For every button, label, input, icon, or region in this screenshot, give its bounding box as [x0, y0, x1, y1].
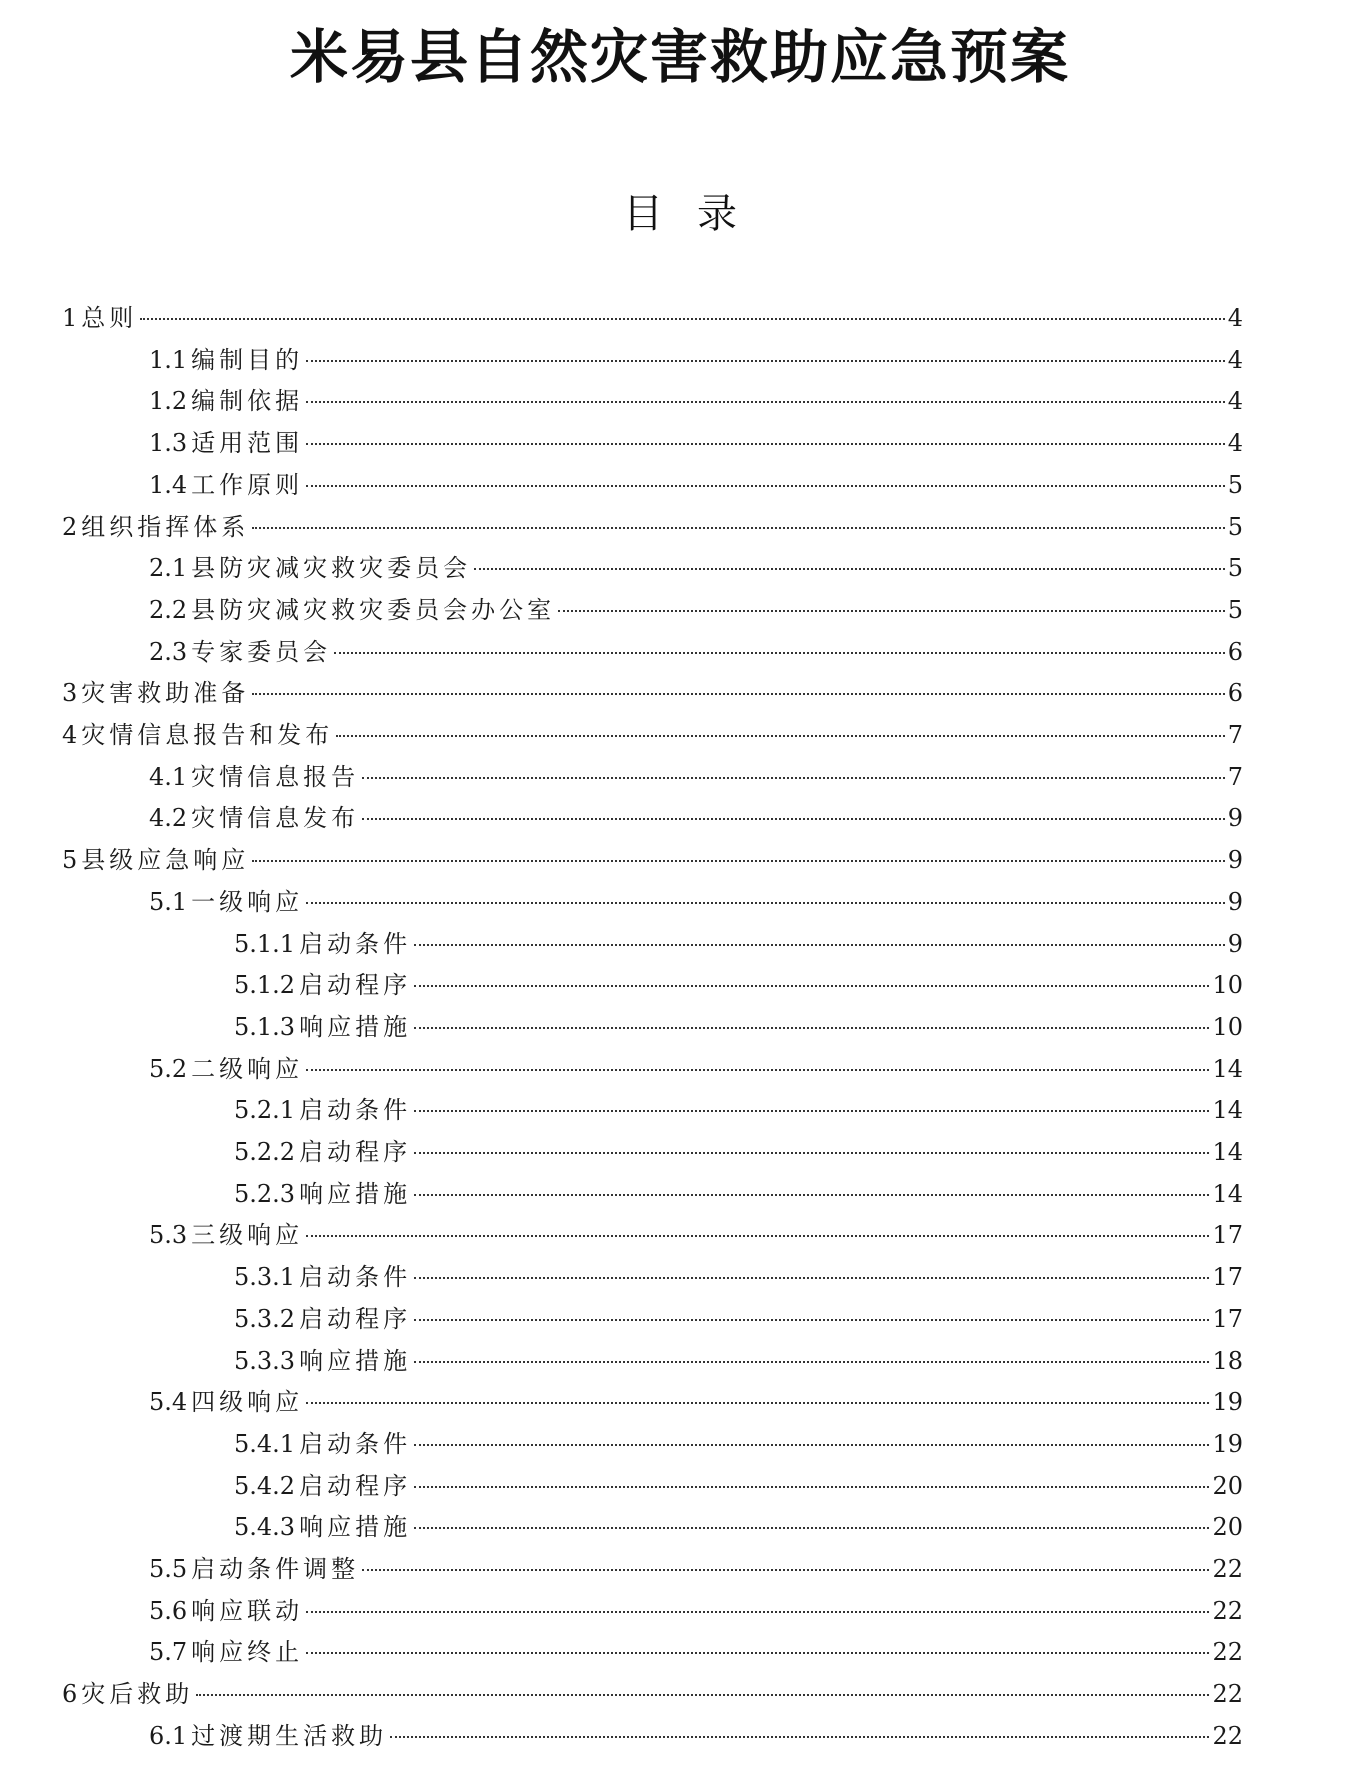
toc-entry-number: 5 — [62, 846, 78, 875]
toc-dot-leader — [414, 1277, 1209, 1279]
toc-entry-number: 5.2.1 — [234, 1096, 296, 1125]
toc-entry-label: 工作原则 — [191, 470, 304, 499]
toc-dot-leader — [414, 1194, 1209, 1196]
toc-entry-page-number: 17 — [1212, 1263, 1243, 1292]
toc-entry[interactable] — [149, 757, 1243, 797]
toc-entry-page-number: 6 — [1227, 637, 1243, 666]
toc-entry-page-number: 4 — [1227, 304, 1243, 332]
toc-entry-label: 启动程序 — [299, 971, 412, 1000]
toc-entry-title — [234, 1299, 411, 1339]
toc-entry-page-number: 9 — [1227, 846, 1243, 875]
toc-entry-page-number: 22 — [1212, 1555, 1243, 1583]
toc-entry-page-number: 4 — [1227, 429, 1243, 458]
toc-dot-leader — [414, 944, 1225, 946]
toc-entry-number: 4 — [62, 721, 78, 749]
toc-entry-title — [149, 423, 303, 463]
toc-entry[interactable] — [149, 340, 1243, 380]
toc-entry-label: 灾后救助 — [81, 1680, 194, 1709]
toc-entry-title — [149, 798, 359, 838]
toc-entry-number: 5.1.3 — [234, 1012, 296, 1041]
toc-dot-leader — [362, 777, 1225, 779]
toc-entry[interactable] — [234, 1466, 1243, 1506]
toc-dot-leader — [414, 1486, 1209, 1488]
toc-entry[interactable] — [62, 507, 1243, 547]
toc-entry[interactable] — [234, 1007, 1243, 1047]
toc-entry-number: 5.7 — [149, 1638, 188, 1667]
toc-entry-number: 5.2 — [149, 1054, 188, 1083]
toc-entry-page-number: 22 — [1212, 1680, 1243, 1709]
toc-entry-number: 1.4 — [149, 470, 188, 499]
toc-entry-page-number: 17 — [1212, 1221, 1243, 1250]
toc-entry-number: 4.2 — [149, 804, 188, 833]
toc-entry-title — [62, 507, 249, 547]
toc-entry-number: 2 — [62, 512, 78, 541]
toc-entry-page-number: 22 — [1212, 1638, 1243, 1667]
toc-entry-page-number: 19 — [1212, 1388, 1243, 1417]
toc-entry[interactable] — [234, 1132, 1243, 1172]
toc-dot-leader — [306, 360, 1225, 362]
toc-dot-leader — [306, 1069, 1209, 1071]
toc-entry-title — [149, 465, 303, 505]
toc-entry-title — [149, 548, 471, 588]
toc-entry-page-number: 17 — [1212, 1304, 1243, 1333]
toc-dot-leader — [306, 1402, 1209, 1404]
toc-dot-leader — [414, 985, 1209, 987]
toc-entry[interactable] — [149, 1591, 1243, 1631]
toc-entry-page-number: 14 — [1212, 1096, 1243, 1125]
toc-entry-label: 总则 — [81, 304, 138, 332]
toc-entry-label: 县级应急响应 — [81, 846, 250, 875]
toc-entry-number: 6.1 — [149, 1721, 188, 1750]
toc-dot-leader — [414, 1361, 1209, 1363]
toc-entry-label: 启动条件调整 — [191, 1555, 360, 1583]
toc-entry-page-number: 20 — [1212, 1471, 1243, 1500]
toc-entry[interactable] — [234, 1090, 1243, 1130]
toc-entry[interactable] — [149, 590, 1243, 630]
toc-dot-leader — [306, 443, 1225, 445]
toc-entry[interactable] — [149, 798, 1243, 838]
toc-entry-number: 5.2.3 — [234, 1179, 296, 1208]
toc-entry[interactable] — [149, 548, 1243, 588]
toc-entry[interactable] — [149, 465, 1243, 505]
toc-entry-number: 4.1 — [149, 762, 188, 791]
toc-dot-leader — [362, 818, 1225, 820]
toc-entry-title — [149, 632, 331, 672]
toc-entry-number: 1.3 — [149, 429, 188, 458]
toc-entry-number: 2.3 — [149, 637, 188, 666]
toc-dot-leader — [414, 1444, 1209, 1446]
toc-entry-number: 5.1.1 — [234, 929, 296, 958]
toc-entry-label: 专家委员会 — [191, 637, 332, 666]
toc-entry-label: 过渡期生活救助 — [191, 1721, 388, 1750]
toc-entry[interactable] — [149, 1215, 1243, 1255]
toc-entry-title — [234, 924, 411, 964]
toc-entry-number: 5.3.1 — [234, 1263, 296, 1292]
toc-entry-number: 5.3 — [149, 1221, 188, 1250]
toc-entry[interactable] — [234, 1424, 1243, 1464]
toc-entry-page-number: 7 — [1227, 721, 1243, 749]
toc-entry[interactable] — [62, 673, 1243, 713]
toc-entry-title — [234, 1132, 411, 1172]
toc-entry-page-number: 6 — [1227, 679, 1243, 708]
toc-entry-label: 组织指挥体系 — [81, 512, 250, 541]
toc-dot-leader — [362, 1569, 1209, 1571]
toc-entry-title — [234, 1341, 411, 1381]
toc-dot-leader — [558, 610, 1225, 612]
toc-entry-page-number: 9 — [1227, 804, 1243, 833]
toc-entry-number: 1.1 — [149, 345, 188, 374]
toc-entry[interactable] — [62, 715, 1243, 755]
toc-entry-number: 6 — [62, 1680, 78, 1709]
document-title: 米易县自然灾害救助应急预案 — [289, 23, 1070, 91]
toc-dot-leader — [306, 902, 1225, 904]
toc-dot-leader — [474, 568, 1225, 570]
toc-dot-leader — [252, 527, 1224, 529]
toc-entry-title — [234, 1507, 411, 1547]
toc-entry-label: 响应措施 — [299, 1513, 412, 1542]
toc-entry-page-number: 14 — [1212, 1138, 1243, 1166]
toc-entry-label: 启动程序 — [299, 1138, 412, 1166]
toc-entry-page-number: 20 — [1212, 1513, 1243, 1542]
toc-entry-number: 5.4 — [149, 1388, 188, 1417]
toc-entry[interactable] — [62, 840, 1243, 880]
toc-entry-label: 灾情信息报告和发布 — [81, 721, 334, 749]
toc-entry-page-number: 7 — [1227, 762, 1243, 791]
toc-entry-number: 5.1.2 — [234, 971, 296, 1000]
toc-entry-label: 一级响应 — [191, 887, 304, 916]
toc-entry-title — [149, 381, 303, 421]
toc-entry[interactable] — [62, 1674, 1243, 1714]
toc-entry[interactable] — [149, 1632, 1243, 1672]
toc-entry-page-number: 5 — [1227, 512, 1243, 541]
toc-entry-title — [149, 757, 359, 797]
toc-entry-label: 县防灾减灾救灾委员会办公室 — [191, 595, 556, 624]
toc-entry-title — [62, 298, 137, 338]
toc-entry-title — [149, 1215, 303, 1255]
toc-entry-number: 2.2 — [149, 595, 188, 624]
toc-entry-label: 启动条件 — [299, 1429, 412, 1458]
toc-entry-label: 启动程序 — [299, 1471, 412, 1500]
toc-entry-number: 1.2 — [149, 387, 188, 416]
toc-dot-leader — [196, 1694, 1209, 1696]
toc-entry-page-number: 22 — [1212, 1721, 1243, 1750]
toc-entry-number: 3 — [62, 679, 78, 708]
toc-dot-leader — [414, 1152, 1209, 1154]
toc-entry-title — [234, 1090, 411, 1130]
toc-entry-page-number: 19 — [1212, 1429, 1243, 1458]
toc-dot-leader — [414, 1110, 1209, 1112]
toc-entry-page-number: 9 — [1227, 929, 1243, 958]
toc-dot-leader — [252, 860, 1224, 862]
toc-entry-label: 编制依据 — [191, 387, 304, 416]
toc-entry[interactable] — [149, 1049, 1243, 1089]
toc-entry-title — [62, 715, 333, 755]
toc-entry-number: 2.1 — [149, 554, 188, 583]
toc-entry[interactable] — [149, 381, 1243, 421]
toc-entry[interactable] — [149, 882, 1243, 922]
toc-entry-number: 5.2.2 — [234, 1138, 296, 1166]
toc-dot-leader — [414, 1027, 1209, 1029]
toc-entry-title — [62, 840, 249, 880]
toc-entry-title — [234, 1466, 411, 1506]
toc-entry-title — [149, 1549, 359, 1589]
toc-dot-leader — [306, 1611, 1209, 1613]
toc-entry-label: 响应联动 — [191, 1596, 304, 1625]
toc-entry-page-number: 22 — [1212, 1596, 1243, 1625]
toc-entry-title — [234, 965, 411, 1005]
toc-entry-label: 灾害救助准备 — [81, 679, 250, 708]
toc-entry-label: 适用范围 — [191, 429, 304, 458]
toc-dot-leader — [390, 1736, 1209, 1738]
toc-dot-leader — [306, 1235, 1209, 1237]
toc-entry-title — [62, 1674, 193, 1714]
toc-entry-label: 启动条件 — [299, 1096, 412, 1125]
toc-dot-leader — [336, 735, 1224, 737]
toc-entry-number: 5.3.3 — [234, 1346, 296, 1375]
toc-entry-label: 三级响应 — [191, 1221, 304, 1250]
toc-entry-page-number: 10 — [1212, 971, 1243, 1000]
toc-entry-page-number: 10 — [1212, 1012, 1243, 1041]
toc-entry[interactable] — [234, 1299, 1243, 1339]
toc-entry-page-number: 4 — [1227, 345, 1243, 374]
toc-entry-number: 5.3.2 — [234, 1304, 296, 1333]
toc-entry-page-number: 5 — [1227, 595, 1243, 624]
toc-entry-title — [234, 1257, 411, 1297]
toc-entry-label: 灾情信息报告 — [191, 762, 360, 791]
toc-entry-title — [234, 1174, 411, 1214]
toc-entry-title — [149, 1632, 303, 1672]
toc-entry-number: 5.5 — [149, 1555, 188, 1583]
toc-entry-page-number: 14 — [1212, 1054, 1243, 1083]
toc-dot-leader — [306, 1652, 1209, 1654]
toc-entry-title — [149, 340, 303, 380]
toc-entry-title — [62, 673, 249, 713]
toc-entry[interactable] — [149, 423, 1243, 463]
toc-dot-leader — [414, 1527, 1209, 1529]
toc-entry-page-number: 9 — [1227, 887, 1243, 916]
toc-entry-title — [149, 1591, 303, 1631]
toc-entry[interactable] — [234, 1257, 1243, 1297]
toc-entry-number: 1 — [62, 304, 78, 332]
toc-entry[interactable] — [149, 1382, 1243, 1422]
toc-entry-title — [149, 882, 303, 922]
toc-entry-title — [149, 590, 555, 630]
toc-entry-page-number: 5 — [1227, 554, 1243, 583]
toc-entry[interactable] — [149, 1549, 1243, 1589]
toc-dot-leader — [252, 693, 1224, 695]
toc-entry-page-number: 14 — [1212, 1179, 1243, 1208]
toc-entry-number: 5.4.3 — [234, 1513, 296, 1542]
toc-entry[interactable] — [234, 1507, 1243, 1547]
toc-entry[interactable] — [149, 632, 1243, 672]
toc-dot-leader — [140, 318, 1224, 320]
toc-entry[interactable] — [234, 1174, 1243, 1214]
toc-entry-page-number: 18 — [1212, 1346, 1243, 1375]
toc-entry-number: 5.4.2 — [234, 1471, 296, 1500]
toc-dot-leader — [306, 485, 1225, 487]
toc-entry-label: 启动条件 — [299, 929, 412, 958]
toc-entry-label: 启动条件 — [299, 1263, 412, 1292]
toc-entry[interactable] — [234, 924, 1243, 964]
toc-entry-label: 四级响应 — [191, 1388, 304, 1417]
toc-entry-title — [149, 1382, 303, 1422]
toc-entry-page-number: 5 — [1227, 470, 1243, 499]
toc-entry-number: 5.4.1 — [234, 1429, 296, 1458]
toc-entry-title — [234, 1007, 411, 1047]
toc-dot-leader — [414, 1319, 1209, 1321]
toc-entry-label: 响应终止 — [191, 1638, 304, 1667]
toc-entry[interactable] — [234, 965, 1243, 1005]
toc-entry-title — [149, 1716, 387, 1756]
toc-entry[interactable] — [62, 298, 1243, 338]
toc-entry-label: 启动程序 — [299, 1304, 412, 1333]
toc-entry-label: 编制目的 — [191, 345, 304, 374]
toc-entry-label: 响应措施 — [299, 1179, 412, 1208]
toc-entry[interactable] — [234, 1341, 1243, 1381]
toc-dot-leader — [306, 401, 1225, 403]
toc-entry-label: 响应措施 — [299, 1012, 412, 1041]
toc-heading: 目录 — [623, 191, 771, 237]
toc-entry-label: 二级响应 — [191, 1054, 304, 1083]
toc-entry[interactable] — [149, 1716, 1243, 1756]
toc-entry-number: 5.6 — [149, 1596, 188, 1625]
toc-entry-label: 县防灾减灾救灾委员会 — [191, 554, 472, 583]
toc-entry-page-number: 4 — [1227, 387, 1243, 416]
toc-entry-title — [234, 1424, 411, 1464]
toc-entry-title — [149, 1049, 303, 1089]
toc-dot-leader — [334, 652, 1225, 654]
toc-entry-label: 响应措施 — [299, 1346, 412, 1375]
toc-entry-number: 5.1 — [149, 887, 188, 916]
toc-entry-label: 灾情信息发布 — [191, 804, 360, 833]
